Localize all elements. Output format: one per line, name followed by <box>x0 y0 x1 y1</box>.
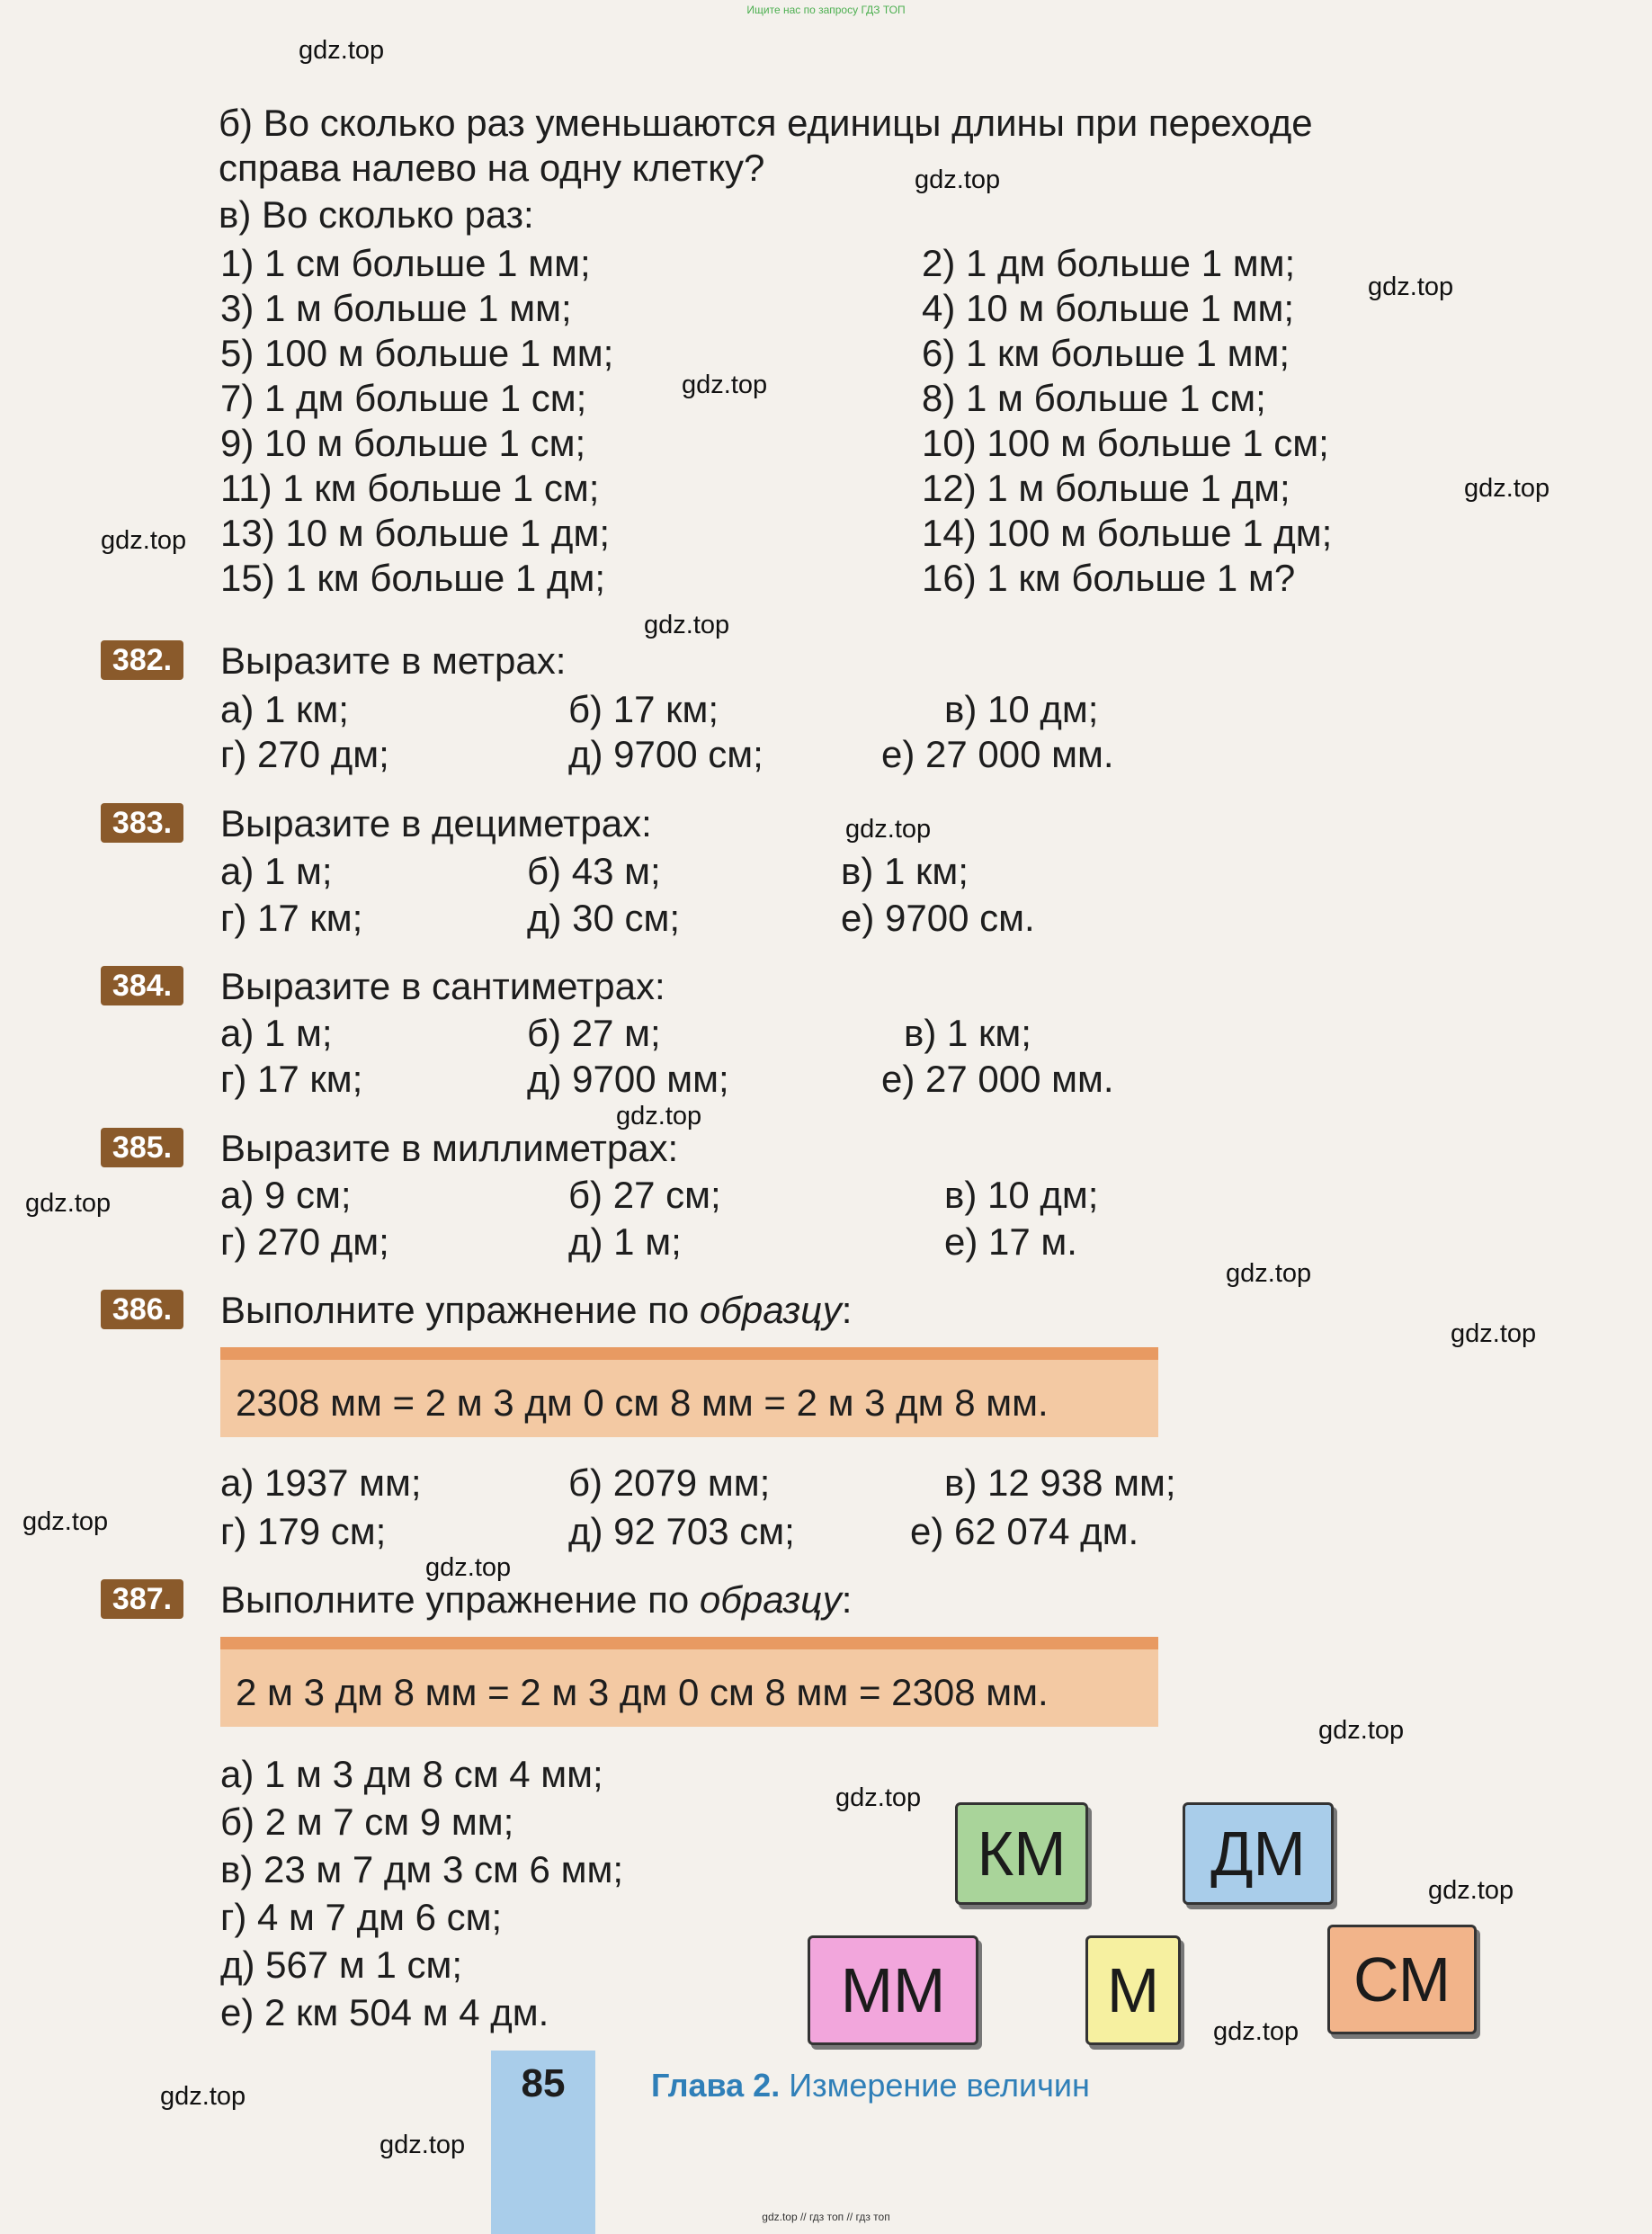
exercise-title <box>220 1577 852 1622</box>
exercise-number: 386. <box>101 1290 183 1329</box>
list-item: 11) 1 км больше 1 см; <box>220 467 600 509</box>
title-italic: образцу <box>699 1289 842 1331</box>
exercise-number: 385. <box>101 1128 183 1167</box>
list-item: 12) 1 м больше 1 дм; <box>922 467 1290 509</box>
watermark: gdz.top <box>845 815 932 844</box>
exercise-number: 383. <box>101 803 183 843</box>
exercise-item: б) 27 м; <box>527 1012 661 1054</box>
exercise-item: г) 270 дм; <box>220 733 389 775</box>
exercise-item: в) 12 938 мм; <box>944 1461 1176 1504</box>
title-prefix: Выполните упражнение по <box>220 1578 700 1621</box>
exercise-item: д) 567 м 1 см; <box>220 1944 463 1986</box>
watermark: gdz.top <box>1213 2017 1299 2046</box>
list-item: 7) 1 дм больше 1 см; <box>220 377 587 419</box>
exercise-item: а) 1937 мм; <box>220 1461 422 1504</box>
exercise-item: е) 9700 см. <box>841 897 1035 939</box>
exercise-item: г) 4 м 7 дм 6 см; <box>220 1896 503 1938</box>
list-item: 1) 1 см больше 1 мм; <box>220 242 591 284</box>
list-item: 4) 10 м больше 1 мм; <box>922 287 1294 329</box>
exercise-item: в) 1 км; <box>841 850 969 892</box>
list-item: 16) 1 км больше 1 м? <box>922 557 1296 599</box>
exercise-item: б) 27 см; <box>568 1174 721 1216</box>
exercise-item: б) 43 м; <box>527 850 661 892</box>
exercise-item: д) 9700 см; <box>568 733 763 775</box>
watermark: gdz.top <box>835 1783 922 1812</box>
exercise-title: Выразите в сантиметрах: <box>220 965 665 1007</box>
exercise-title: Выразите в миллиметрах: <box>220 1127 679 1169</box>
exercise-item: а) 1 м; <box>220 850 333 892</box>
exercise-item: а) 1 км; <box>220 688 349 730</box>
exercise-item: е) 62 074 дм. <box>910 1510 1139 1552</box>
exercise-item: б) 17 км; <box>568 688 719 730</box>
list-item: 8) 1 м больше 1 см; <box>922 377 1266 419</box>
exercise-item: г) 17 км; <box>220 897 363 939</box>
exercise-number: 387. <box>101 1579 183 1619</box>
watermark: gdz.top <box>160 2082 246 2111</box>
page-number: 85 <box>521 2061 566 2105</box>
list-item: 2) 1 дм больше 1 мм; <box>922 242 1296 284</box>
exercise-item: д) 92 703 см; <box>568 1510 795 1552</box>
list-item: 14) 100 м больше 1 дм; <box>922 512 1333 554</box>
intro-right-column <box>922 241 1332 601</box>
watermark: gdz.top <box>682 371 768 399</box>
exercise-item: а) 1 м; <box>220 1012 333 1054</box>
watermark: gdz.top <box>425 1553 512 1582</box>
watermark: gdz.top <box>1464 474 1550 503</box>
watermark: gdz.top <box>644 611 730 639</box>
exercise-item: в) 10 дм; <box>944 688 1099 730</box>
bottom-banner[interactable]: gdz.top // гдз топ // гдз топ <box>762 2211 890 2223</box>
exercise-item: г) 179 см; <box>220 1510 387 1552</box>
exercise-item: а) 9 см; <box>220 1174 352 1216</box>
exercise-title: Выразите в дециметрах: <box>220 802 652 844</box>
exercise-title <box>220 1288 852 1333</box>
watermark: gdz.top <box>101 526 187 555</box>
title-prefix: Выполните упражнение по <box>220 1289 700 1331</box>
list-item: 3) 1 м больше 1 мм; <box>220 287 572 329</box>
chapter-name: Измерение величин <box>789 2067 1090 2104</box>
unit-card-m: М <box>1085 1935 1181 2045</box>
watermark: gdz.top <box>1428 1876 1514 1905</box>
exercise-item: д) 30 см; <box>527 897 681 939</box>
exercise-item: в) 23 м 7 дм 3 см 6 мм; <box>220 1848 623 1890</box>
exercise-item: б) 2 м 7 см 9 мм; <box>220 1801 514 1843</box>
watermark: gdz.top <box>1451 1319 1537 1348</box>
exercise-item: б) 2079 мм; <box>568 1461 771 1504</box>
list-item: 5) 100 м больше 1 мм; <box>220 332 614 374</box>
title-suffix: : <box>841 1578 853 1621</box>
sample-text: 2308 мм = 2 м 3 дм 0 см 8 мм = 2 м 3 дм 8 мм. <box>236 1381 1049 1424</box>
exercise-item: в) 10 дм; <box>944 1174 1099 1216</box>
exercise-number: 384. <box>101 966 183 1005</box>
watermark: gdz.top <box>380 2131 466 2159</box>
watermark: gdz.top <box>1368 273 1454 301</box>
exercise-item: е) 27 000 мм. <box>881 733 1114 775</box>
exercise-item: г) 270 дм; <box>220 1220 389 1263</box>
watermark: gdz.top <box>616 1102 702 1130</box>
unit-card-km: КМ <box>955 1802 1088 1905</box>
chapter-label: Глава 2. <box>651 2067 781 2104</box>
exercise-item: г) 17 км; <box>220 1058 363 1100</box>
list-item: 10) 100 м больше 1 см; <box>922 422 1329 464</box>
list-item: 6) 1 км больше 1 мм; <box>922 332 1290 374</box>
exercise-item: е) 27 000 мм. <box>881 1058 1114 1100</box>
unit-card-mm: ММ <box>808 1935 978 2045</box>
exercise-item: а) 1 м 3 дм 8 см 4 мм; <box>220 1753 603 1795</box>
exercise-item: д) 9700 мм; <box>527 1058 729 1100</box>
exercise-item: в) 1 км; <box>904 1012 1031 1054</box>
unit-card-dm: ДМ <box>1183 1802 1334 1905</box>
intro-left-column <box>220 241 613 601</box>
question-v: в) Во сколько раз: <box>219 193 534 236</box>
exercise-item: е) 2 км 504 м 4 дм. <box>220 1991 549 2033</box>
sample-text: 2 м 3 дм 8 мм = 2 м 3 дм 0 см 8 мм = 2308 мм. <box>236 1671 1049 1713</box>
chapter-title <box>651 2067 1090 2104</box>
watermark: gdz.top <box>1318 1716 1405 1745</box>
list-item: 13) 10 м больше 1 дм; <box>220 512 610 554</box>
title-suffix: : <box>841 1289 853 1331</box>
exercise-item: е) 17 м. <box>944 1220 1077 1263</box>
watermark: gdz.top <box>1226 1259 1312 1288</box>
unit-card-sm: СМ <box>1327 1925 1477 2034</box>
watermark: gdz.top <box>299 36 385 65</box>
watermark: gdz.top <box>25 1189 112 1218</box>
exercise-title: Выразите в метрах: <box>220 639 567 682</box>
top-banner[interactable]: Ищите нас по запросу ГДЗ ТОП <box>746 4 906 16</box>
question-b-line2: справа налево на одну клетку? <box>219 147 765 189</box>
exercise-item: д) 1 м; <box>568 1220 682 1263</box>
exercise-387-items <box>220 1752 623 2038</box>
list-item: 9) 10 м больше 1 см; <box>220 422 586 464</box>
title-italic: образцу <box>699 1578 842 1621</box>
exercise-number: 382. <box>101 640 183 680</box>
question-b-line1: б) Во сколько раз уменьшаются единицы длины при переходе <box>219 102 1313 144</box>
list-item: 15) 1 км больше 1 дм; <box>220 557 605 599</box>
watermark: gdz.top <box>915 165 1001 194</box>
watermark: gdz.top <box>22 1507 109 1536</box>
